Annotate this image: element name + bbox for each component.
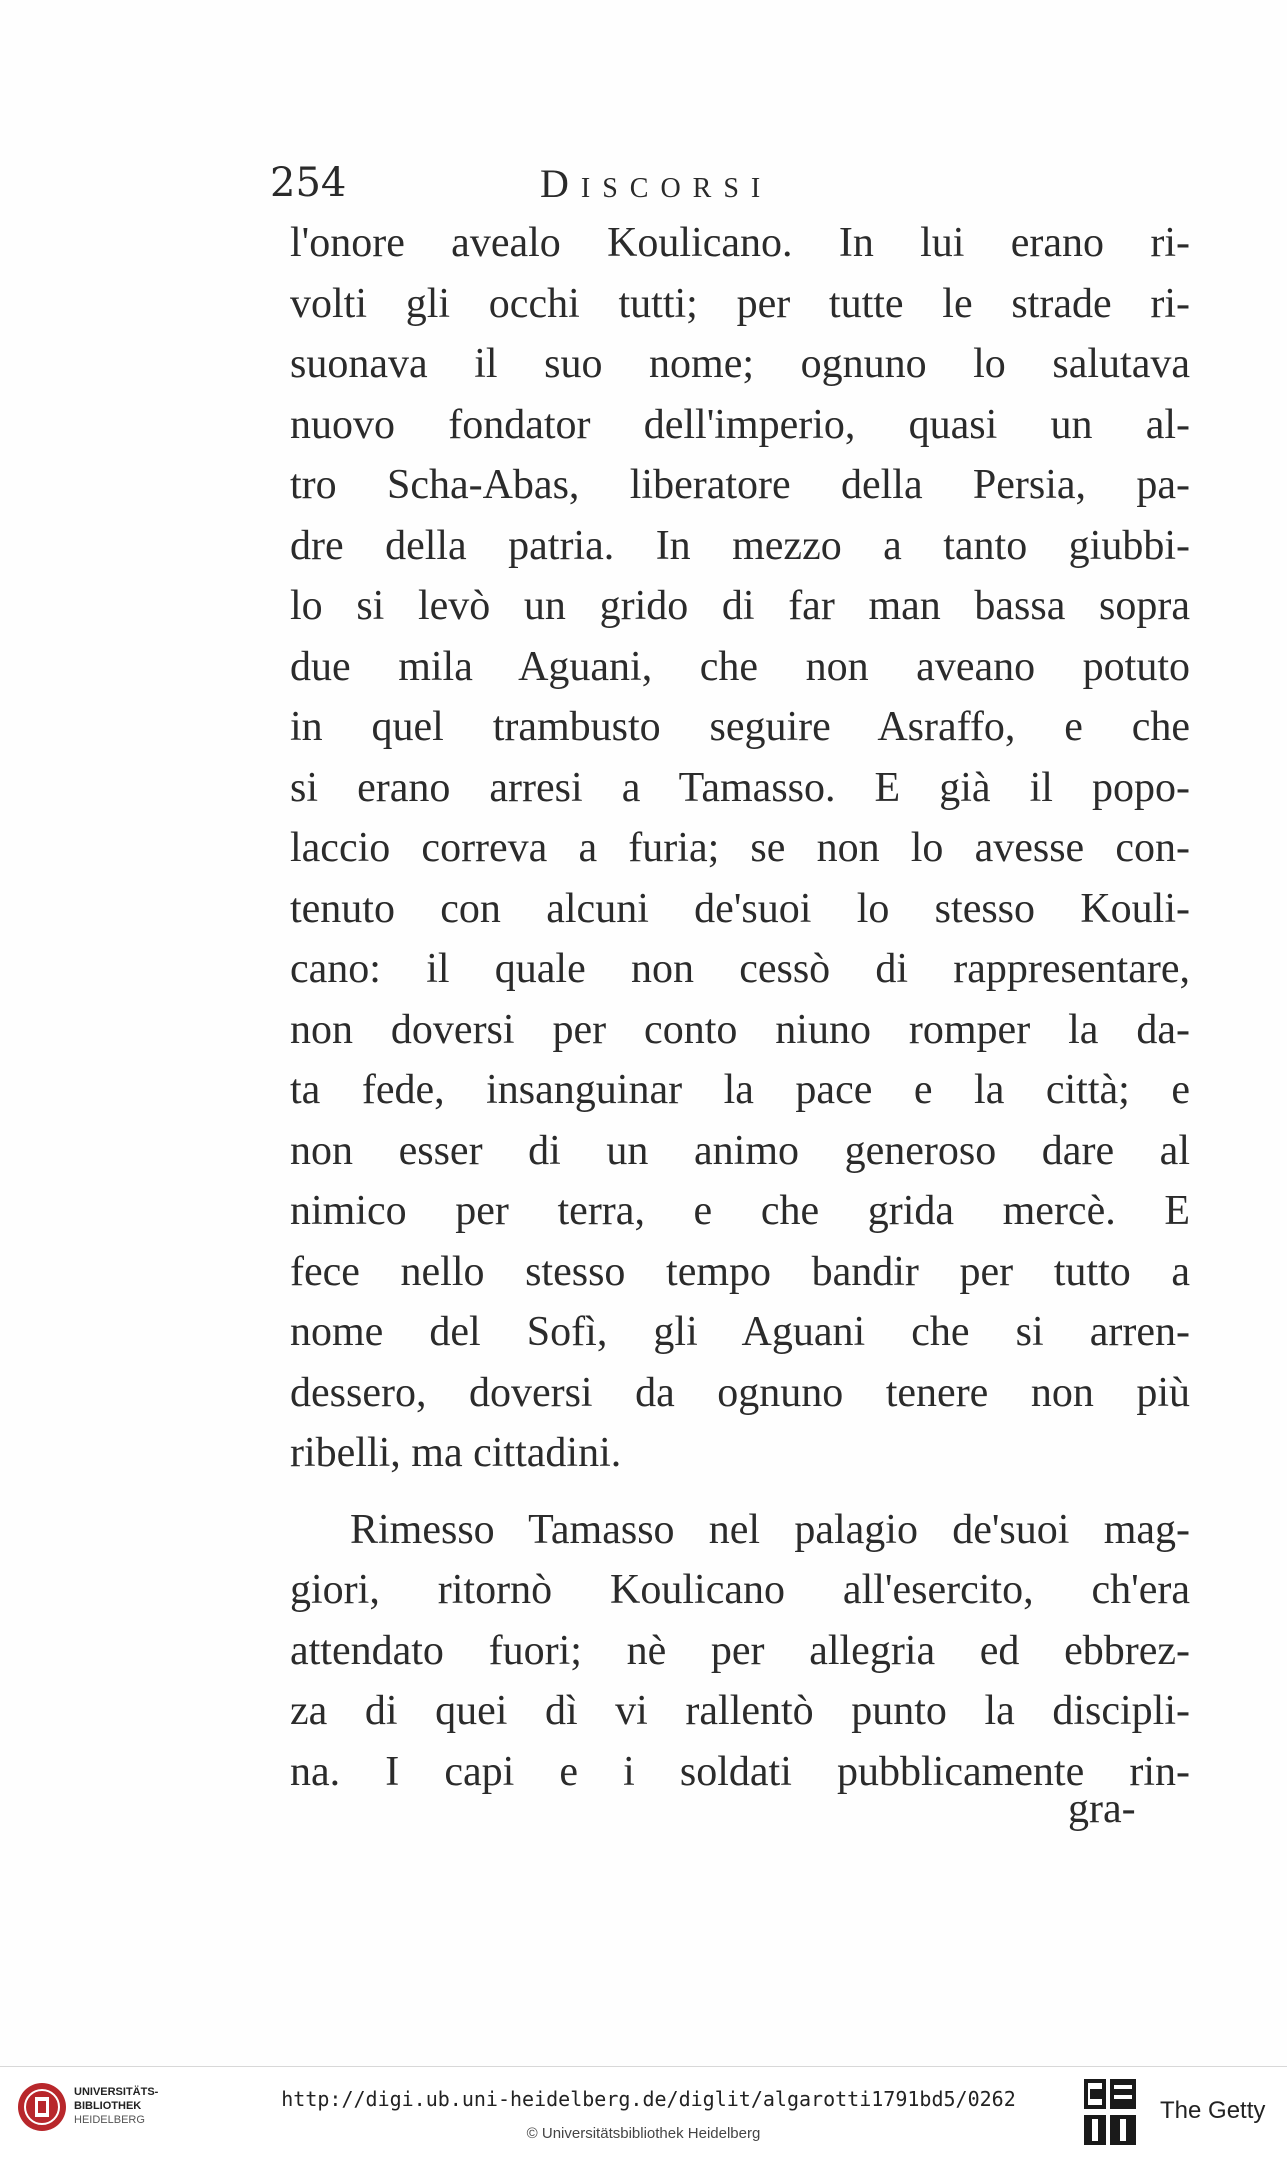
page-number: 254 [270,160,347,206]
running-title: Discorsi [540,161,773,206]
text-line: in quel trambusto seguire Asraffo, e che [290,704,1190,750]
text-line: dessero, doversi da ognuno tenere non più [290,1369,1190,1416]
text-line: nimico per terra, e che grida mercè. E [290,1188,1190,1234]
text-line: laccio correva a furia; se non lo avesse con- [290,825,1190,871]
running-head [270,160,910,210]
text-line: non esser di un animo generoso dare al [290,1127,1190,1174]
library-name-line: HEIDELBERG [74,2114,145,2126]
permalink-text[interactable]: http://digi.ub.uni-heidelberg.de/diglit/algarotti1791bd5/0262 [281,2087,1016,2111]
library-name-line: BIBLIOTHEK [74,2100,142,2112]
copyright-notice: © Universitätsbibliothek Heidelberg [526,2125,761,2142]
text-line: na. I capi e i soldati pubblicamente rin- [290,1748,1190,1795]
text-line: lo si levò un grido di far man bassa sopra [290,583,1190,629]
text-line: tenuto con alcuni de'suoi lo stesso Kouli- [290,885,1190,932]
footer-bar [0,2066,1287,2159]
catchword: gra- [1068,1786,1136,1832]
text-line: nuovo fondator dell'imperio, quasi un al- [290,401,1190,448]
text-line: Rimesso Tamasso nel palagio de'suoi mag- [350,1506,1190,1553]
text-line: ta fede, insanguinar la pace e la città; e [290,1067,1190,1113]
text-line: due mila Aguani, che non aveano potuto [290,643,1190,690]
text-line: fece nello stesso tempo bandir per tutto a [290,1248,1190,1295]
paragraph-gap [290,1484,1190,1500]
library-name-line: UNIVERSITÄTS- [74,2086,159,2098]
text-line: si erano arresi a Tamasso. E già il popo- [290,764,1190,811]
text-line: l'onore avealo Koulicano. In lui erano ri- [290,220,1190,266]
text-line: za di quei dì vi rallentò punto la discipli- [290,1688,1190,1734]
text-line: cano: il quale non cessò di rappresentare, [290,946,1190,992]
text-line: tro Scha-Abas, liberatore della Persia, pa- [290,462,1190,508]
text-line: nome del Sofì, gli Aguani che si arren- [290,1309,1190,1355]
text-line: non doversi per conto niuno romper la da- [290,1006,1190,1053]
text-line: giori, ritornò Koulicano all'esercito, ch'era [290,1567,1190,1613]
text-line: volti gli occhi tutti; per tutte le strade ri- [290,280,1190,327]
text-line: ribelli, ma cittadini. [290,1430,622,1476]
text-line: suonava il suo nome; ognuno lo salutava [290,341,1190,387]
getty-name: The Getty [1160,2097,1266,2124]
text-block [290,213,1190,1802]
text-line: attendato fuori; nè per allegria ed ebbrez- [290,1627,1190,1674]
getty-logo-icon [1082,2077,1138,2149]
text-line: dre della patria. In mezzo a tanto giubbi- [290,522,1190,569]
